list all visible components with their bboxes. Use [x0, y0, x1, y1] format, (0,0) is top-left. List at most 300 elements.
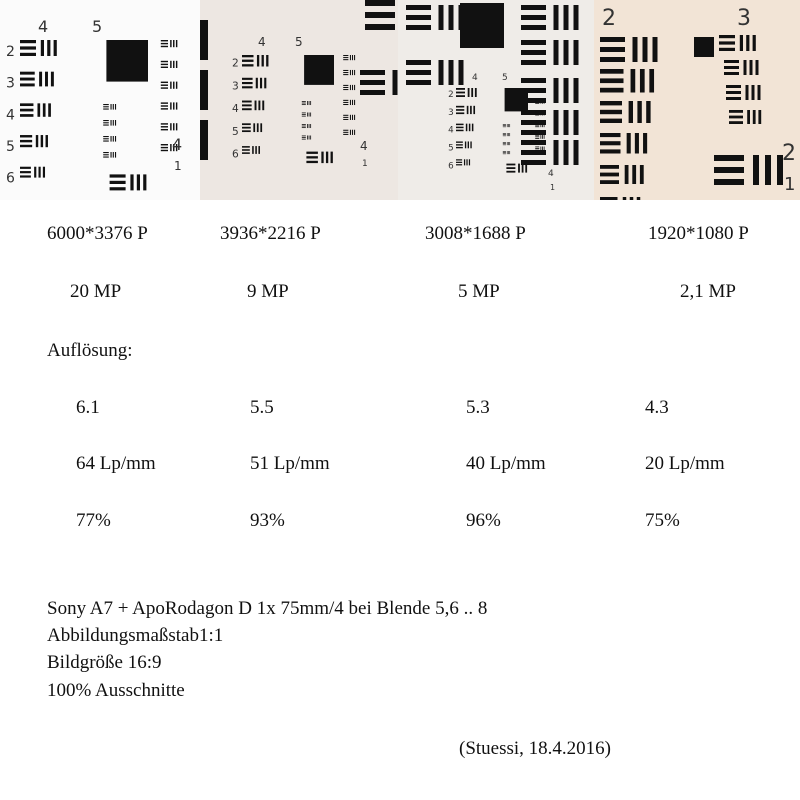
bar: [456, 88, 465, 90]
bar: [765, 155, 771, 185]
bar: [756, 60, 759, 75]
bar: [110, 104, 111, 110]
bar: [306, 152, 318, 154]
percent-3: 96%: [466, 510, 501, 531]
target-label: 2: [231, 56, 239, 70]
bar: [535, 148, 539, 149]
bar: [406, 25, 431, 30]
bar: [110, 187, 126, 190]
bar: [750, 60, 753, 75]
bar: [535, 101, 539, 102]
bar: [729, 121, 743, 124]
bar: [627, 133, 631, 154]
bar: [600, 133, 621, 137]
bar: [343, 132, 348, 133]
bar: [242, 123, 251, 125]
bar: [475, 88, 477, 97]
bar: [542, 100, 543, 104]
bar: [161, 84, 168, 85]
bar: [365, 12, 395, 18]
bar: [503, 124, 506, 125]
bar: [242, 104, 252, 106]
bar: [726, 97, 741, 100]
bar: [113, 136, 114, 142]
bar: [302, 136, 306, 137]
target-label: 1: [174, 159, 182, 173]
target-label: 1: [550, 183, 556, 192]
bar: [43, 103, 46, 116]
bar: [326, 152, 328, 164]
bar: [507, 151, 508, 154]
lpmm-3: 40 Lp/mm: [466, 453, 546, 474]
bar: [564, 40, 569, 65]
bar: [113, 120, 114, 126]
bar: [746, 35, 749, 51]
bar: [115, 120, 116, 126]
target-label: 5: [231, 124, 239, 138]
bar: [449, 60, 454, 85]
lpmm-2: 51 Lp/mm: [250, 453, 330, 474]
bar: [564, 140, 569, 165]
target-label: 4: [172, 135, 183, 154]
bar: [625, 165, 629, 184]
bar: [554, 110, 559, 135]
bar: [176, 82, 177, 89]
bar: [20, 103, 33, 106]
bar: [41, 135, 43, 147]
bar: [365, 0, 395, 6]
bar: [262, 55, 264, 67]
bar: [508, 133, 509, 136]
bar: [503, 125, 506, 126]
bar: [20, 72, 35, 75]
bar: [307, 136, 308, 140]
bar: [719, 35, 735, 38]
bar: [20, 175, 31, 177]
square: [505, 88, 528, 111]
square: [460, 3, 504, 48]
bar: [456, 112, 464, 114]
bar: [343, 70, 348, 71]
bar: [468, 141, 469, 148]
bar: [469, 124, 471, 132]
bar: [161, 129, 168, 130]
bar: [753, 35, 756, 51]
bar: [260, 78, 262, 89]
bar: [302, 124, 306, 125]
bar: [521, 25, 546, 30]
bar: [242, 78, 253, 80]
bar: [600, 149, 621, 153]
bar: [459, 5, 464, 30]
bar: [503, 127, 506, 128]
bar: [321, 152, 323, 164]
bar: [508, 151, 509, 154]
bar: [456, 159, 462, 160]
bar: [307, 101, 308, 105]
bar: [544, 100, 545, 104]
target-label: 2: [448, 90, 454, 100]
resolution-2: 5.5: [250, 397, 274, 418]
bar: [406, 60, 431, 65]
bar: [544, 111, 545, 115]
bar: [726, 85, 741, 88]
bar: [137, 174, 140, 190]
bar: [302, 127, 306, 128]
bar: [352, 130, 353, 135]
pixels-1: 6000*3376 P: [47, 223, 148, 244]
bar: [406, 80, 431, 85]
bar: [535, 126, 539, 127]
bar: [173, 40, 174, 47]
bar: [629, 101, 633, 123]
bar: [503, 134, 506, 135]
bar: [200, 20, 208, 60]
bar: [521, 50, 546, 55]
bar: [600, 57, 625, 62]
bar: [535, 103, 539, 104]
bar: [521, 78, 546, 83]
bar: [535, 150, 539, 151]
bar: [331, 152, 333, 164]
target-label: 2: [782, 141, 796, 166]
target-label: 1: [784, 174, 796, 195]
test-chart-image-2: [200, 0, 398, 200]
resolution-label: Auflösung:: [47, 340, 133, 361]
bar: [365, 24, 395, 30]
signature: (Stuessi, 18.4.2016): [459, 738, 611, 759]
bar: [258, 101, 260, 111]
bar: [633, 37, 638, 62]
bar: [103, 152, 109, 153]
bar: [564, 5, 569, 30]
bar: [729, 116, 743, 119]
bar: [503, 136, 506, 137]
percent-4: 75%: [645, 510, 680, 531]
bar: [600, 37, 625, 42]
bar: [20, 171, 31, 173]
bar: [260, 123, 262, 132]
bar: [20, 167, 31, 169]
bar: [161, 64, 168, 65]
bar: [554, 5, 559, 30]
bar: [724, 66, 739, 69]
bar: [406, 70, 431, 75]
bar: [103, 108, 109, 109]
bar: [103, 106, 109, 107]
bar: [521, 15, 546, 20]
bar: [632, 165, 636, 184]
bar: [302, 116, 306, 117]
bar: [439, 5, 444, 30]
bar: [758, 110, 761, 124]
bar: [535, 138, 539, 139]
bar: [466, 124, 468, 132]
bar: [600, 119, 622, 123]
bar: [161, 108, 168, 109]
bar: [535, 88, 539, 89]
bar: [264, 78, 266, 89]
megapixels-2: 9 MP: [247, 281, 289, 302]
bar: [161, 87, 168, 88]
bar: [744, 60, 747, 75]
bar: [466, 159, 467, 165]
megapixels-3: 5 MP: [458, 281, 500, 302]
bar: [20, 53, 36, 56]
bar: [20, 114, 33, 117]
bar: [729, 110, 743, 113]
bar: [242, 86, 253, 88]
bar: [170, 40, 171, 47]
test-chart-image-3: [398, 0, 594, 200]
bar: [637, 197, 641, 200]
bar: [20, 46, 36, 49]
lpmm-4: 20 Lp/mm: [645, 453, 725, 474]
bar: [350, 130, 351, 135]
bar: [161, 105, 168, 106]
bar: [113, 152, 114, 158]
note-aspect: Bildgröße 16:9: [47, 652, 162, 673]
bar: [535, 136, 539, 137]
bar: [360, 90, 385, 95]
bar: [508, 142, 509, 145]
bar: [535, 91, 539, 92]
bar: [343, 57, 348, 58]
bar: [115, 152, 116, 158]
bar: [600, 78, 624, 83]
bar: [509, 124, 510, 127]
bar: [242, 82, 253, 84]
bar: [506, 164, 515, 166]
note-scale: Abbildungsmaßstab1:1: [47, 625, 224, 646]
bar: [542, 111, 543, 115]
bar: [637, 101, 641, 123]
pixels-3: 3008*1688 P: [425, 223, 526, 244]
bar: [521, 40, 546, 45]
bar: [753, 110, 756, 124]
square: [304, 55, 334, 85]
bar: [464, 159, 465, 165]
percent-2: 93%: [250, 510, 285, 531]
bar: [173, 123, 174, 130]
bar: [176, 61, 177, 68]
bar: [758, 85, 761, 100]
bar: [43, 167, 45, 178]
bar: [753, 155, 759, 185]
bar: [302, 104, 306, 105]
bar: [393, 70, 398, 95]
bar: [540, 88, 541, 92]
bar: [36, 135, 38, 147]
bar: [542, 147, 543, 151]
bar: [354, 100, 355, 105]
bar: [643, 133, 647, 154]
bar: [600, 173, 619, 177]
bar: [456, 164, 462, 165]
bar: [542, 135, 543, 139]
bar: [310, 136, 311, 140]
target-label: 2: [602, 6, 616, 31]
bar: [161, 40, 168, 41]
target-label: 3: [737, 6, 751, 31]
bar: [170, 123, 171, 130]
bar: [170, 102, 171, 109]
bar: [343, 119, 348, 120]
bar: [465, 141, 466, 148]
bar: [352, 100, 353, 105]
bar: [540, 147, 541, 151]
bar: [257, 123, 259, 132]
bar: [354, 55, 355, 60]
bar: [509, 133, 510, 136]
bar: [103, 124, 109, 125]
bar: [130, 174, 133, 190]
bar: [103, 138, 109, 139]
target-label: 4: [360, 139, 368, 153]
bar: [643, 37, 648, 62]
bar: [103, 122, 109, 123]
bar: [574, 40, 579, 65]
bar: [354, 85, 355, 90]
bar: [20, 109, 33, 112]
bar: [20, 140, 32, 142]
bar: [51, 72, 54, 87]
bar: [161, 82, 168, 83]
bar: [37, 103, 40, 116]
bar: [509, 142, 510, 145]
bar: [242, 130, 251, 132]
bar: [20, 78, 35, 81]
bar: [242, 146, 250, 148]
bar: [503, 143, 506, 144]
bar: [456, 124, 464, 126]
bar: [600, 110, 622, 114]
bar: [714, 155, 744, 161]
bar: [266, 55, 268, 67]
bar: [470, 106, 472, 114]
bar: [143, 174, 146, 190]
bar: [503, 154, 506, 155]
bar: [173, 102, 174, 109]
target-label: 4: [548, 169, 554, 179]
bar: [103, 154, 109, 155]
bar: [574, 140, 579, 165]
bar: [161, 126, 168, 127]
bar: [600, 88, 624, 93]
target-label: 3: [6, 75, 15, 92]
bar: [635, 133, 639, 154]
bar: [540, 111, 541, 115]
bar: [449, 5, 454, 30]
bar: [521, 60, 546, 65]
bar: [503, 145, 506, 146]
bar: [714, 167, 744, 173]
bar: [110, 174, 126, 177]
bar: [302, 139, 306, 140]
bar: [540, 100, 541, 104]
bar: [343, 130, 348, 131]
bar: [600, 69, 624, 74]
bar: [503, 151, 506, 152]
bar: [170, 61, 171, 68]
bar: [472, 124, 474, 132]
bar: [554, 140, 559, 165]
bar: [726, 91, 741, 94]
bar: [200, 70, 208, 110]
bar: [540, 135, 541, 139]
target-label: 5: [448, 143, 454, 154]
bar: [354, 130, 355, 135]
bar: [350, 70, 351, 75]
pixels-2: 3936*2216 P: [220, 223, 321, 244]
bar: [309, 124, 310, 128]
percent-1: 77%: [76, 510, 111, 531]
bar: [352, 85, 353, 90]
bar: [343, 59, 348, 60]
bar: [46, 135, 48, 147]
target-label: 4: [472, 73, 478, 83]
bar: [48, 103, 51, 116]
bar: [350, 100, 351, 105]
bar: [310, 101, 311, 105]
bar: [242, 127, 251, 129]
bar: [103, 140, 109, 141]
bar: [521, 160, 546, 165]
bar: [352, 70, 353, 75]
bar: [631, 69, 636, 93]
bar: [242, 60, 254, 62]
target-label: 2: [6, 44, 15, 60]
bar: [242, 55, 254, 57]
bar: [456, 141, 463, 142]
bar: [724, 60, 739, 63]
bar: [115, 104, 116, 110]
bar: [456, 144, 463, 145]
bar: [574, 110, 579, 135]
bar: [456, 147, 463, 148]
bar: [20, 40, 36, 43]
bar: [161, 150, 168, 151]
target-label: 4: [38, 17, 49, 36]
bar: [456, 162, 462, 163]
bar: [161, 123, 168, 124]
target-label: 5: [92, 17, 103, 36]
bar: [456, 106, 464, 108]
bar: [350, 115, 351, 120]
target-label: 5: [295, 35, 303, 49]
bar: [343, 72, 348, 73]
bar: [103, 136, 109, 137]
bar: [161, 61, 168, 62]
bar: [525, 164, 527, 173]
bar: [521, 140, 546, 145]
bar: [456, 109, 464, 111]
bar: [406, 5, 431, 10]
bar: [459, 60, 464, 85]
bar: [242, 108, 252, 110]
bar: [535, 100, 539, 101]
bar: [20, 83, 35, 86]
target-label: 3: [448, 107, 454, 118]
bar: [600, 180, 619, 184]
bar: [343, 117, 348, 118]
bar: [544, 123, 545, 127]
test-chart-image-1: [0, 0, 200, 200]
bar: [535, 125, 539, 126]
bar: [469, 159, 470, 165]
note-crop: 100% Ausschnitte: [47, 680, 185, 701]
bar: [714, 179, 744, 185]
